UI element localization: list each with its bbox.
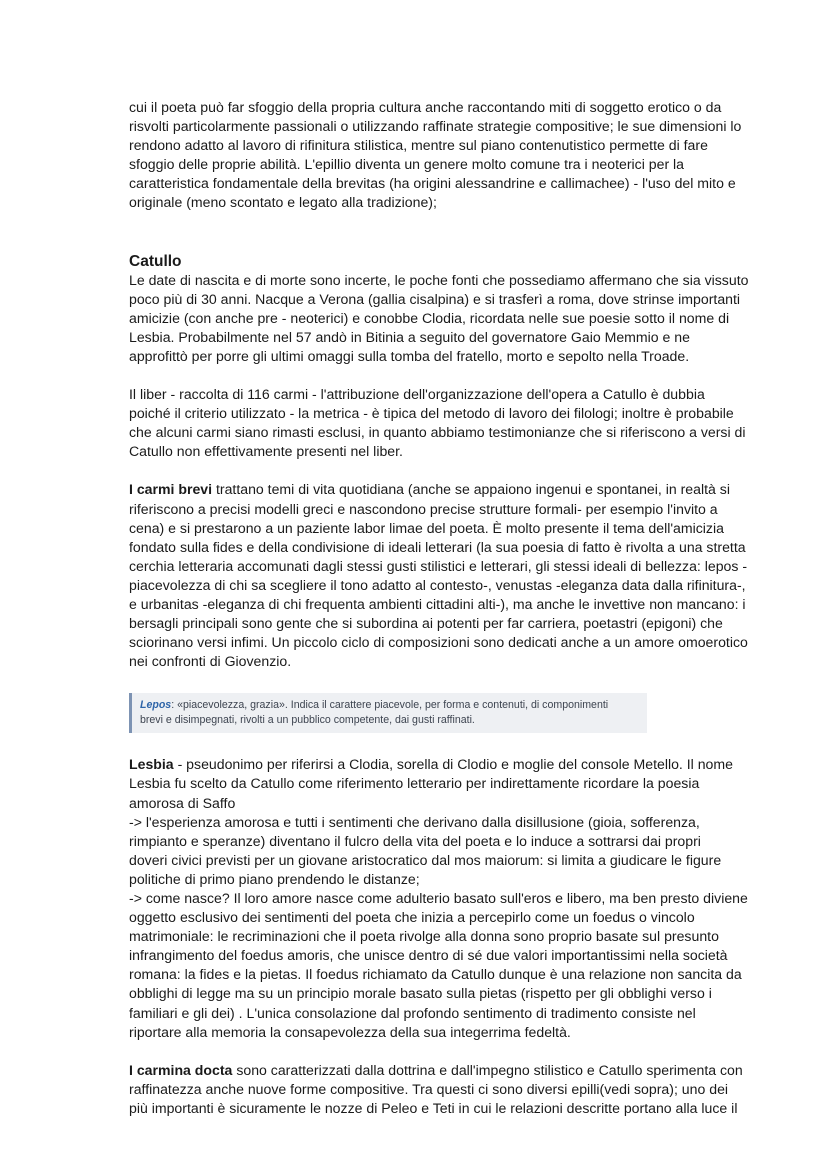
text-line: caratteristica fondamentale della brevitas (ha origini alessandrine e callimachee) - l'uso del mito e [129,175,736,192]
text-line: oggetto esclusivo dei sentimenti del poeta che inizia a percepirlo come un foedus o vincolo [129,909,695,926]
text-line: politiche di primo piano prendendo le distanze; [129,870,420,887]
text-line: cena) e si prestarono a un paziente labor limae del poeta. È molto presente il tema dell'amicizia [129,519,724,536]
text-line: matrimoniale: le recriminazioni che il poeta rivolge alla donna sono proprio basate sul presunto [129,928,719,945]
text-line: amicizie (con anche pre - neoterici) e conobbe Clodia, ricordata nelle sue poesie sotto il nome di [129,309,730,326]
text-line: doveri civici previsti per un giovane aristocratico dal mos maiorum: si limita a giudicare le figure [129,851,722,868]
text-line: infrangimento del foedus amoris, che unisce dentro di sé due valori importantissimi nella società [129,947,728,964]
text-line: approfittò per porre gli ultimi omaggi sulla tomba del fratello, morto e sepolto nella Troade. [129,347,690,364]
liber-paragraph [129,385,750,461]
text-line: poco più di 30 anni. Nacque a Verona (gallia cisalpina) e si trasferì a roma, dove strinse importanti [129,290,741,307]
callout-line [140,698,639,713]
text-run: - pseudonimo per riferirsi a Clodia, sorella di Clodio e moglie del console Metello. Il nome [173,756,733,773]
text-line: riferiscono a precisi modelli greci e nascondono precise strutture formali- per esempio l'invito a [129,500,718,517]
text-line [129,755,750,774]
text-run: trattano temi di vita quotidiana (anche se appaiono ingenui e spontanei, in realtà si [212,481,730,498]
text-line: obblighi di legge ma su un principio morale basato sulla pietas (rispetto per gli obblighi verso i [129,985,712,1002]
text-run: sono caratterizzati dalla dottrina e dall'impegno stilistico e Catullo sperimenta con [232,1061,743,1078]
text-line: -> come nasce? Il loro amore nasce come adulterio basato sull'eros e libero, ma ben presto diviene [129,890,748,906]
text-line [129,1061,750,1080]
text-line: Catullo non effettivamente presenti nel liber. [129,443,403,460]
carmi-brevi-paragraph [129,480,750,671]
text-line: raffinatezza anche nuove forme compositive. Tra questi ci sono diversi epilli(vedi sopra); uno dei [129,1080,729,1097]
text-line: risvolti particolarmente passionali o utilizzando raffinate strategie compositive; le sue dimensioni lo [129,118,742,135]
text-line: romana: la fides e la pietas. Il foedus richiamato da Catullo dunque è una relazione non sancita da [129,966,742,983]
text-line: Le date di nascita e di morte sono incerte, le poche fonti che possediamo affermano che sia vissuto [129,271,749,288]
text-line: che alcuni carmi siano rimasti esclusi, in quanto abbiamo testimonianze che si riferiscono a versi di [129,424,746,441]
text-line: familiari e gli dei) . L'unica consolazione dal profondo sentimento di tradimento consiste nel [129,1004,696,1021]
text-line: Lesbia fu scelto da Catullo come riferimento letterario per indirettamente ricordare la poesia [129,775,700,792]
text-line: piacevolezza di chi sa scegliere il tono adatto al contesto-, venustas -eleganza data dalla rifinitura-, [129,576,746,593]
text-line: rimpianto e speranze) diventano il fulcro della vita del poeta e lo induce a sottrarsi dai propri [129,832,701,849]
text-line: bersagli principali sono gente che si subordina ai potenti per far carriera, poetastri (epigoni) che [129,615,723,632]
lesbia-paragraph [129,755,750,1041]
text-line: fondato sulla fides e della condivisione di ideali letterari (la sua poesia di fatto è rivolta a una stretta [129,538,746,555]
carmina-docta-paragraph [129,1061,750,1118]
text-line: poiché il criterio utilizzato - la metrica - è tipica del metodo di lavoro dei filologi; inoltre è probabile [129,405,734,422]
intro-paragraph [129,98,750,213]
text-line: sciorinano versi infimi. Un piccolo ciclo di composizioni sono dedicati anche a un amore omoerotico [129,634,748,651]
text-line: rendono adatto al lavoro di rifinitura stilistica, mentre sul piano contenutistico permette di fare [129,137,708,154]
text-line: Lesbia. Probabilmente nel 57 andò in Bitinia a seguito del governatore Gaio Memmio e ne [129,328,690,345]
lepos-definition-callout [129,693,647,733]
callout-term: Lepos [140,699,172,712]
term-carmi-brevi: I carmi brevi [129,481,213,498]
text-line: cerchia letteraria accomunati dagli stessi gusti stilistici e letterari, gli stessi ideali di bellezza: lepos - [129,557,748,574]
section-heading-catullo: Catullo [129,252,182,270]
text-line: sfoggio delle proprie abilità. L'epillio diventa un genere molto comune tra i neoterici per la [129,156,685,173]
text-line: e urbanitas -eleganza di chi frequenta ambienti cittadini alti-), ma anche le invettive non mancano: i [129,595,746,612]
text-line: originale (meno scontato e legato alla tradizione); [129,194,437,211]
callout-line: brevi e disimpegnati, rivolti a un pubblico competente, dai gusti raffinati. [140,714,475,727]
text-line: più importanti è sicuramente le nozze di Peleo e Teti in cui le relazioni descritte portano alla luce il [129,1099,738,1116]
text-line [129,480,750,499]
text-line: nei confronti di Giovenzio. [129,653,292,670]
text-line: riportare alla memoria la consapevolezza della sua integerrima fedeltà. [129,1023,571,1040]
text-line: -> l'esperienza amorosa e tutti i sentimenti che derivano dalla disillusione (gioia, sofferenza, [129,813,700,830]
text-line: amorosa di Saffo [129,794,236,811]
catullo-paragraph [129,271,750,366]
callout-text: : «piacevolezza, grazia». Indica il carattere piacevole, per forma e contenuti, di componimenti [171,699,609,712]
text-line: cui il poeta può far sfoggio della propria cultura anche raccontando miti di soggetto erotico o da [129,99,722,115]
term-lesbia: Lesbia [129,756,174,773]
text-line: Il liber - raccolta di 116 carmi - l'attribuzione dell'organizzazione dell'opera a Catullo è dubbia [129,386,705,403]
term-carmina-docta: I carmina docta [129,1061,233,1078]
